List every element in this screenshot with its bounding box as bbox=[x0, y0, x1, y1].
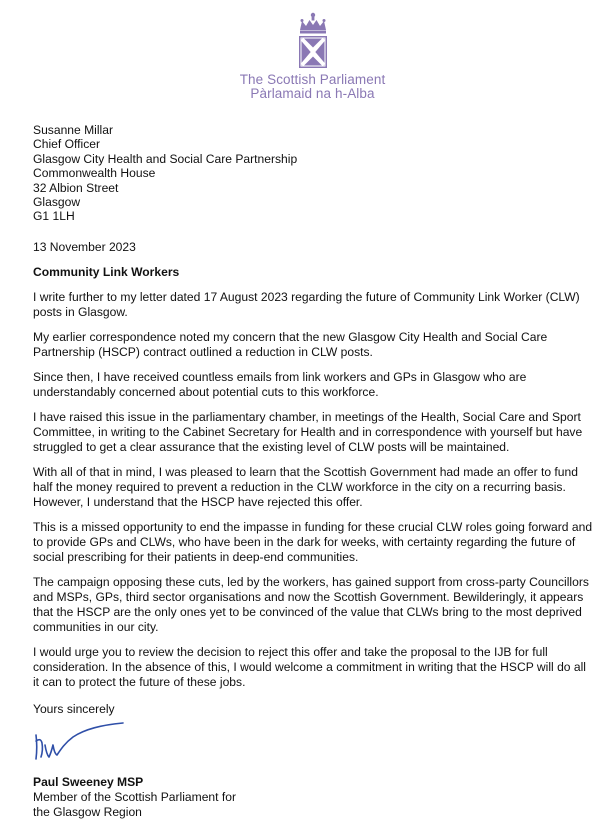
paragraph: This is a missed opportunity to end the impasse in funding for these crucial CLW roles going forward and to provide GPs and CLWs, who have been in the dark for weeks, with certainty regarding the future of social prescribing for their patients in deep-end communities. bbox=[33, 519, 593, 564]
address-line: Susanne Millar bbox=[33, 123, 113, 137]
address-line: Chief Officer bbox=[33, 137, 100, 152]
address-line: 32 Albion Street bbox=[33, 180, 119, 195]
paragraph: Since then, I have received countless emails from link workers and GPs in Glasgow who are understandably concerned about potential cuts to this workforce. bbox=[33, 369, 527, 399]
paragraph: With all of that in mind, I was pleased to learn that the Scottish Government had made an offer to fund half the money required to prevent a reduction in the CLW workforce in the city on a recurring basis. However, I understand that the HSCP have rejected this offer. bbox=[33, 464, 578, 509]
parliament-crest-icon bbox=[293, 12, 333, 70]
address-line: Glasgow bbox=[33, 194, 81, 209]
paragraph: I have raised this issue in the parliamentary chamber, in meetings of the Health, Social Care and Sport Committee, in writing to the Cabinet Secretary for Health and in correspondence with yourself but have struggled to get a clear assurance that the existing level of CLW posts will be maintained. bbox=[33, 409, 583, 454]
letter-date: 13 November 2023 bbox=[33, 239, 136, 254]
letter-body bbox=[33, 123, 593, 820]
sign-off: Yours sincerely bbox=[33, 701, 115, 716]
letter-subject: Community Link Workers bbox=[33, 264, 180, 279]
signatory-region: the Glasgow Region bbox=[33, 804, 142, 819]
signatory-name: Paul Sweeney MSP bbox=[33, 774, 144, 789]
paragraph: My earlier correspondence noted my concern that the new Glasgow City Health and Social Care Partnership (HSCP) contract outlined a reduction in CLW posts. bbox=[33, 329, 548, 359]
org-name-english: The Scottish Parliament bbox=[239, 72, 386, 87]
org-name-gaelic: Pàrlamaid na h-Alba bbox=[250, 86, 375, 101]
letterhead bbox=[0, 0, 611, 112]
signatory-title: Member of the Scottish Parliament for bbox=[33, 789, 236, 804]
address-line: Glasgow City Health and Social Care Partnership bbox=[33, 151, 298, 166]
address-line: G1 1LH bbox=[33, 209, 75, 224]
handwritten-signature bbox=[33, 721, 133, 769]
recipient-address bbox=[33, 123, 593, 224]
paragraph: I write further to my letter dated 17 August 2023 regarding the future of Community Link Worker (CLW) posts in Glasgow. bbox=[33, 289, 580, 319]
address-line: Commonwealth House bbox=[33, 166, 156, 181]
paragraph: The campaign opposing these cuts, led by the workers, has gained support from cross-party Councillors and MSPs, GPs, third sector organisations and now the Scottish Government. Bewilderingly, it appears that the HSCP are the only ones yet to be convinced of the value that CLWs bring to the most deprived communities in our city. bbox=[33, 574, 589, 634]
paragraph: I would urge you to review the decision to reject this offer and take the proposal to the IJB for full consideration. In the absence of this, I would welcome a commitment in writing that the HSCP will do all it can to protect the future of these jobs. bbox=[33, 644, 586, 689]
